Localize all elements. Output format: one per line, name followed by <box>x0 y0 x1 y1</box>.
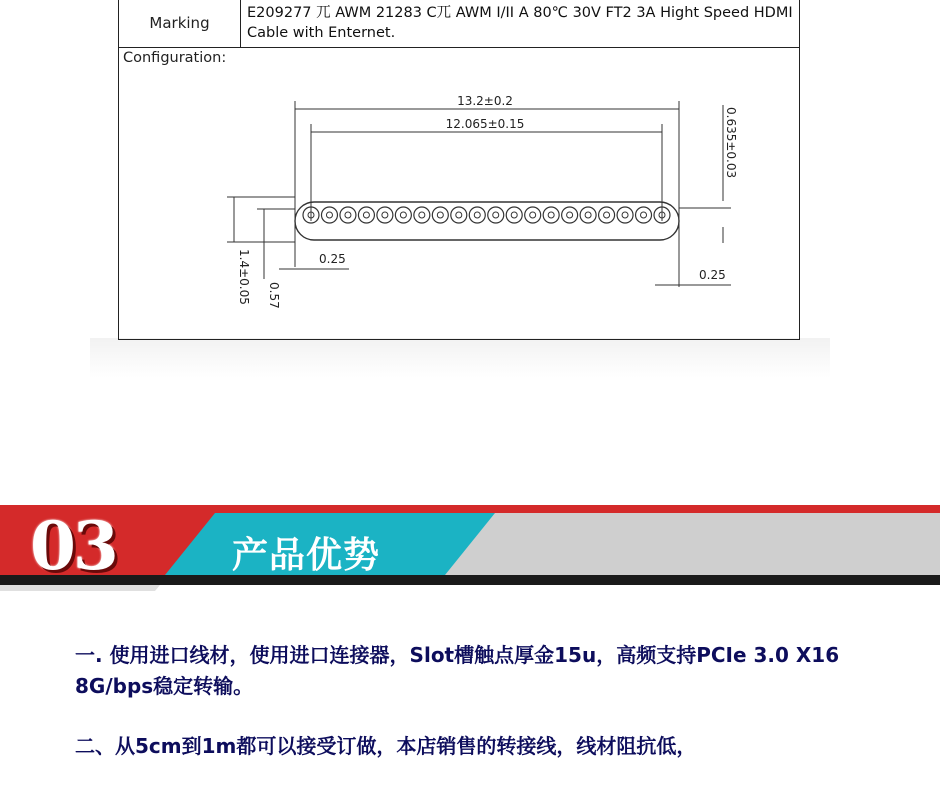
conductor-insulation <box>469 207 485 223</box>
conductor-insulation <box>340 207 356 223</box>
dim-overall-width: 13.2±0.2 <box>457 94 513 108</box>
conductor-insulation <box>432 207 448 223</box>
conductor-core <box>345 212 351 218</box>
conductor-core <box>363 212 369 218</box>
conductor-core <box>530 212 536 218</box>
conductor-core <box>437 212 443 218</box>
banner-graphic <box>0 505 940 595</box>
marking-label: Marking <box>119 0 241 47</box>
dim-thickness: 1.4±0.05 <box>237 249 251 305</box>
banner-top-stripe <box>0 505 940 513</box>
marking-value: E209277 兀 AWM 21283 C兀 AWM I/II A 80℃ 30V FT2 3A Hight Speed HDMI Cable with Enternet. <box>247 5 793 41</box>
dim-edge-left: 0.25 <box>319 252 346 266</box>
section-number: 03 <box>30 507 116 585</box>
conductor-core <box>474 212 480 218</box>
dim-pitch-span: 12.065±0.15 <box>445 117 525 131</box>
conductor-insulation <box>636 207 652 223</box>
conductor-core <box>567 212 573 218</box>
conductor-insulation <box>562 207 578 223</box>
configuration-label: Configuration: <box>123 50 227 66</box>
dim-conductor: 0.635±0.03 <box>724 107 738 179</box>
conductor-insulation <box>617 207 633 223</box>
conductor-core <box>585 212 591 218</box>
advantage-item-1: 一. 使用进口线材，使用进口连接器，Slot槽触点厚金15u，高频支持PCIe 3.0 X16 8G/bps稳定转输。 <box>75 643 840 698</box>
conductor-group <box>303 207 670 223</box>
conductor-insulation <box>321 207 337 223</box>
conductor-core <box>456 212 462 218</box>
conductor-core <box>548 212 554 218</box>
conductor-core <box>400 212 406 218</box>
conductor-core <box>382 212 388 218</box>
conductor-insulation <box>395 207 411 223</box>
conductor-core <box>604 212 610 218</box>
conductor-insulation <box>580 207 596 223</box>
spec-table <box>118 0 800 340</box>
conductor-core <box>641 212 647 218</box>
conductor-core <box>622 212 628 218</box>
conductor-core <box>419 212 425 218</box>
conductor-insulation <box>506 207 522 223</box>
conductor-insulation <box>525 207 541 223</box>
section-banner <box>0 505 940 595</box>
advantages-list <box>75 640 895 791</box>
banner-dark-band <box>0 575 940 585</box>
conductor-insulation <box>414 207 430 223</box>
conductor-insulation <box>543 207 559 223</box>
cable-cross-section-drawing <box>119 0 801 341</box>
advantage-item-2: 二、从5cm到1m都可以接受订做，本店销售的转接线，线材阻抗低， <box>75 734 697 758</box>
conductor-insulation <box>599 207 615 223</box>
dim-inner-height: 0.57 <box>267 282 281 309</box>
conductor-core <box>493 212 499 218</box>
conductor-insulation <box>377 207 393 223</box>
conductor-insulation <box>358 207 374 223</box>
conductor-core <box>326 212 332 218</box>
section-title: 产品优势 <box>232 535 381 576</box>
banner-shadow <box>0 585 160 591</box>
conductor-insulation <box>488 207 504 223</box>
conductor-core <box>511 212 517 218</box>
table-shadow <box>90 338 830 378</box>
dim-edge-right: 0.25 <box>699 268 726 282</box>
conductor-insulation <box>451 207 467 223</box>
